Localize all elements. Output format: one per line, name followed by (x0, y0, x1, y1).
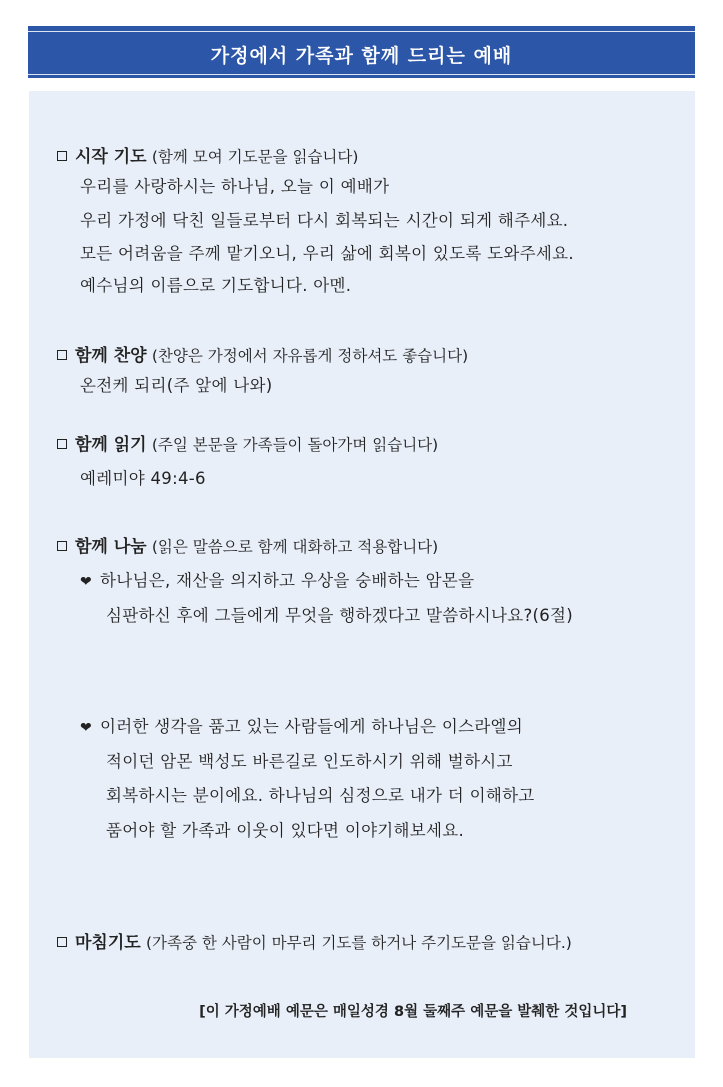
section-note: (가족중 한 사람이 마무리 기도를 하거나 주기도문을 읽습니다.) (145, 934, 572, 952)
checkbox-square-icon (57, 350, 67, 360)
source-footnote: [이 가정예배 예문은 매일성경 8월 둘째주 예문을 발췌한 것입니다] (199, 1004, 627, 1020)
page-header (28, 26, 695, 78)
checkbox-square-icon (57, 151, 67, 161)
checkbox-square-icon (57, 937, 67, 947)
discussion-question (80, 567, 474, 591)
prayer-line: 예수님의 이름으로 기도합니다. 아멘. (80, 276, 352, 295)
question-text: 품어야 할 가족과 이웃이 있다면 이야기해보세요. (106, 821, 465, 840)
question-text: 하나님은, 재산을 의지하고 우상을 숭배하는 암몬을 (100, 571, 475, 590)
question-text: 이러한 생각을 품고 있는 사람들에게 하나님은 이스라엘의 (100, 717, 524, 736)
section-note: (주일 본문을 가족들이 돌아가며 읽습니다) (151, 436, 439, 454)
prayer-line: 우리 가정에 닥친 일들로부터 다시 회복되는 시간이 되게 해주세요. (80, 211, 569, 230)
hymn-title: 온전케 되리(주 앞에 나와) (80, 376, 273, 395)
scripture-reference: 예레미야 49:4-6 (80, 469, 206, 488)
prayer-line: 우리를 사랑하시는 하나님, 오늘 이 예배가 (80, 177, 390, 196)
checkbox-square-icon (57, 541, 67, 551)
question-text: 회복하시는 분이에요. 하나님의 심정으로 내가 더 이해하고 (106, 786, 535, 805)
page-title: 가정에서 가족과 함께 드리는 예배 (210, 45, 513, 67)
heart-bullet-icon: ❤ (80, 720, 93, 736)
section-note: (읽은 말씀으로 함께 대화하고 적용합니다) (151, 538, 439, 556)
section-title: 시작 기도 (75, 147, 147, 167)
discussion-question (80, 713, 523, 737)
section-reading (57, 430, 438, 455)
section-title: 마침기도 (75, 933, 141, 953)
checkbox-square-icon (57, 439, 67, 449)
question-text: 적이던 암몬 백성도 바른길로 인도하시기 위해 벌하시고 (106, 752, 513, 771)
section-title: 함께 읽기 (75, 435, 147, 455)
heart-bullet-icon: ❤ (80, 574, 93, 590)
section-note: (찬양은 가정에서 자유롭게 정하셔도 좋습니다) (151, 347, 469, 365)
section-title: 함께 나눔 (75, 537, 147, 557)
section-sharing (57, 532, 438, 557)
section-note: (함께 모여 기도문을 읽습니다) (151, 148, 359, 166)
question-text: 심판하신 후에 그들에게 무엇을 행하겠다고 말씀하시나요?(6절) (106, 606, 574, 625)
prayer-line: 모든 어려움을 주께 맡기오니, 우리 삶에 회복이 있도록 도와주세요. (80, 244, 574, 263)
section-praise (57, 341, 468, 366)
section-closing-prayer (57, 928, 572, 953)
section-opening-prayer (57, 142, 358, 167)
section-title: 함께 찬양 (75, 346, 147, 366)
